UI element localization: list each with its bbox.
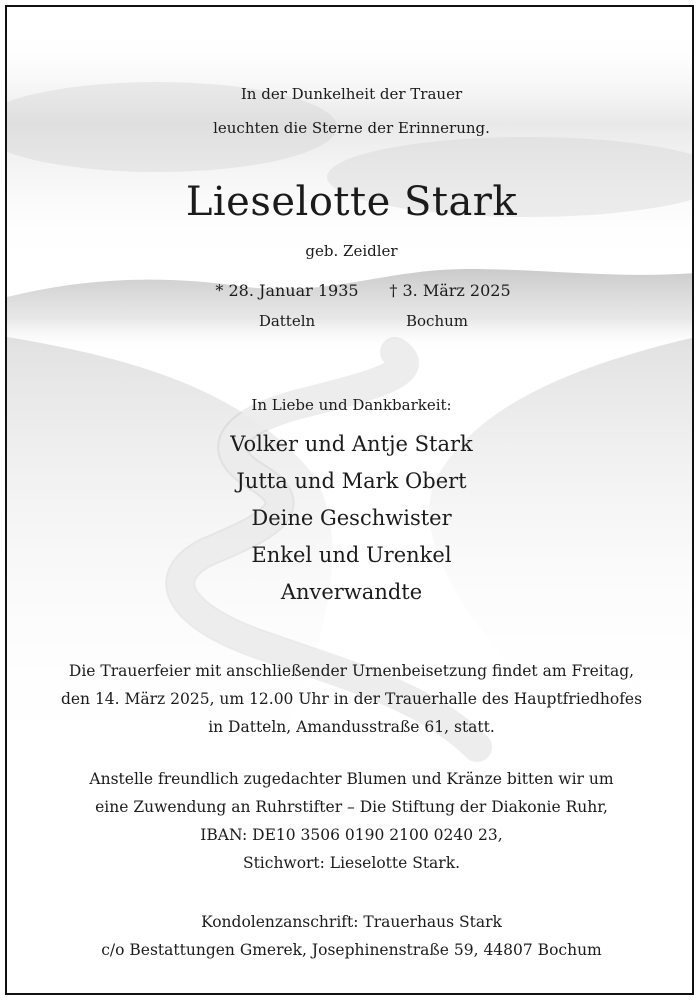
maiden-name: geb. Zeidler	[305, 242, 398, 260]
condolence-line-2: c/o Bestattungen Gmerek, Josephinenstraße 59, 44807 Bochum	[101, 941, 602, 959]
mourner-name: Volker und Antje Stark	[230, 432, 473, 456]
mourner-name: Deine Geschwister	[251, 506, 452, 530]
condolence-line-1: Kondolenzanschrift: Trauerhaus Stark	[201, 913, 502, 931]
service-line: Die Trauerfeier mit anschließender Urnenbeisetzung findet am Freitag,	[68, 662, 635, 680]
mourner-name: Anverwandte	[280, 580, 423, 604]
service-line: in Datteln, Amandusstraße 61, statt.	[208, 718, 495, 736]
donation-keyword: Stichwort: Lieselotte Stark.	[242, 854, 461, 872]
birth-date: * 28. Januar 1935	[215, 281, 359, 300]
birth-place: Datteln	[258, 312, 316, 330]
donation-iban: IBAN: DE10 3506 0190 2100 0240 23,	[200, 826, 503, 844]
mourner-name: Enkel und Urenkel	[251, 543, 452, 567]
mourners-intro: In Liebe und Dankbarkeit:	[251, 396, 452, 414]
motto-line-2: leuchten die Sterne der Erinnerung.	[213, 119, 490, 137]
death-place: Bochum	[406, 312, 468, 330]
deceased-name: Lieselotte Stark	[185, 179, 518, 225]
death-date: † 3. März 2025	[389, 281, 511, 300]
service-line: den 14. März 2025, um 12.00 Uhr in der Trauerhalle des Hauptfriedhofes	[60, 690, 643, 708]
mourner-name: Jutta und Mark Obert	[236, 469, 467, 493]
obituary-frame	[5, 5, 694, 995]
donation-line: Anstelle freundlich zugedachter Blumen und Kränze bitten wir um	[89, 770, 614, 788]
donation-line: eine Zuwendung an Ruhrstifter – Die Stiftung der Diakonie Ruhr,	[95, 798, 608, 816]
motto-line-1: In der Dunkelheit der Trauer	[240, 85, 463, 103]
